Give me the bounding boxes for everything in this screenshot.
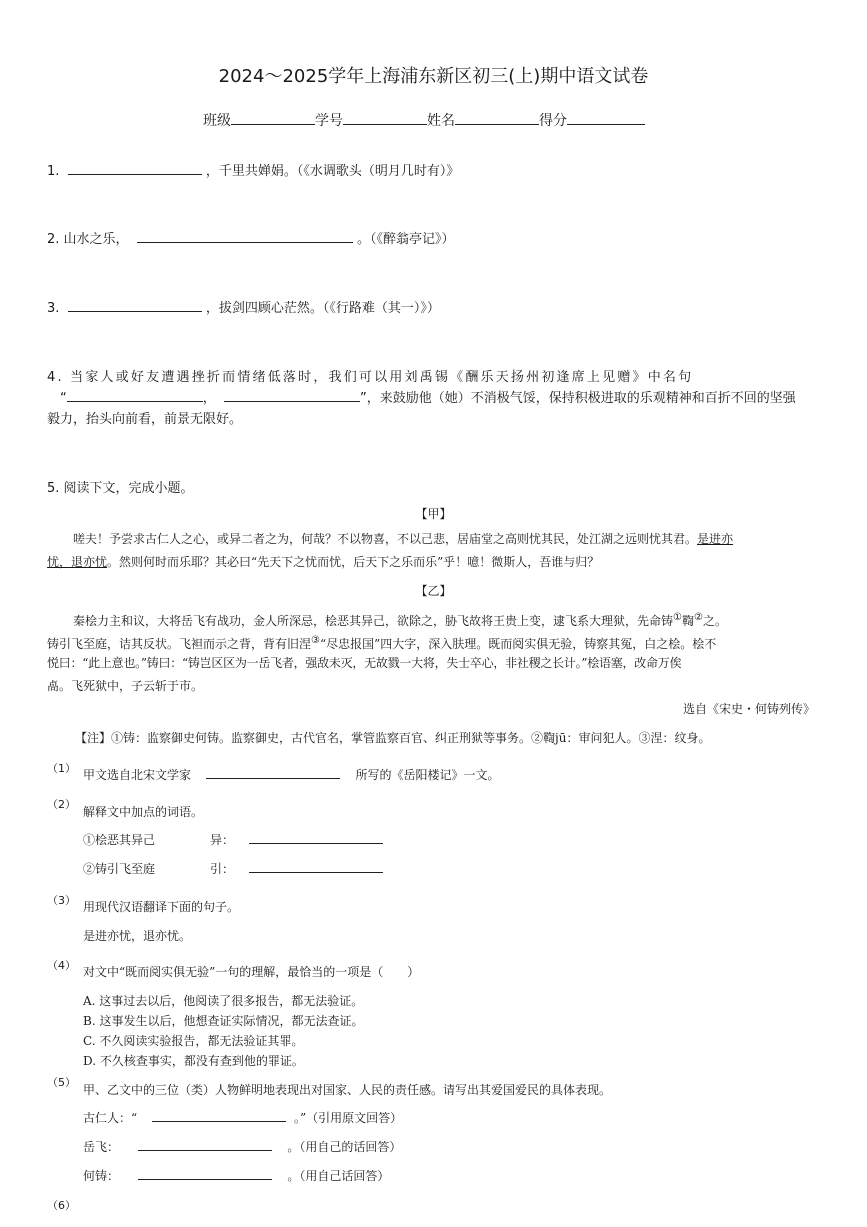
passage-notes: 【注】①铸：监察御史何铸。监察御史，古代官名，掌管监察百官、纠正刑狱等事务。②鞫jū：审问犯人。③涅：纹身。 [75, 731, 711, 745]
answer-hint: 。（用自己的话回答） [287, 1140, 402, 1154]
question-2 [47, 228, 454, 247]
passage-text: 鞫 [681, 614, 694, 628]
passage-yi-line3: 悦曰：“此上意也。”铸曰：“铸岂区区为一岳飞者，强敌未灭，无故戮一大将，失士卒心，非社稷之长计。”桧语塞，改命万俟 [47, 656, 682, 670]
answer-label: 引： [210, 862, 235, 876]
question-text: ，拔剑四顾心茫然。（《行路难（其一）》） [205, 301, 440, 316]
subquestion-5-row-3 [83, 1167, 389, 1184]
question-text: 山水之乐， [63, 232, 129, 247]
answer-label: 岳飞： [83, 1140, 120, 1154]
answer-blank[interactable] [138, 1178, 272, 1180]
question-4-line2 [60, 387, 796, 406]
answer-label: 古仁人：“ [83, 1111, 138, 1125]
footnote-marker: ③ [311, 635, 320, 646]
answer-blank[interactable] [138, 1149, 272, 1151]
answer-blank[interactable] [67, 400, 203, 402]
passage-text: 铸引飞至庭，诘其反状。飞袒而示之背，背有旧涅 [47, 637, 312, 651]
question-3 [47, 297, 440, 316]
class-label: 班级 [203, 113, 231, 129]
option-d[interactable]: D. 不久核查事实，都没有查到他的罪证。 [83, 1054, 304, 1068]
answer-blank[interactable] [137, 241, 353, 243]
question-number: 2. [47, 232, 60, 247]
name-label: 姓名 [427, 113, 455, 129]
passage-jia-heading: 【甲】 [415, 507, 452, 521]
passage-text: 之。 [702, 614, 727, 628]
subquestion-4-number: （4） [47, 959, 76, 972]
answer-blank[interactable] [249, 871, 383, 873]
passage-jia-line2 [47, 551, 599, 574]
student-id-label: 学号 [315, 113, 343, 129]
passage-text: 秦桧力主和议，大将岳飞有战功，金人所深忌，桧恶其异己，欲除之，胁飞故将王贵上变，逮飞系大理狱，先命铸 [73, 614, 674, 628]
subquestion-2-item-2-answer [210, 860, 383, 877]
quote-mark: “ [60, 391, 67, 406]
subquestion-5: 甲、乙文中的三位（类）人物鲜明地表现出对国家、人民的责任感。请写出其爱国爱民的具体表现。 [83, 1083, 612, 1097]
underlined-sentence: 是进亦 [697, 532, 734, 546]
question-text: 所写的《岳阳楼记》一文。 [355, 768, 500, 782]
answer-blank[interactable] [206, 777, 340, 779]
subquestion-4: 对文中“既而阅实俱无验”一句的理解，最恰当的一项是（ ） [83, 965, 420, 979]
underlined-sentence: 忧，退亦忧 [47, 555, 108, 569]
answer-blank[interactable] [68, 173, 202, 175]
answer-label: 异： [210, 833, 235, 847]
passage-text: “尽忠报国”四大字，深入肤理。既而阅实俱无验，铸察其冤，白之桧。桧不 [319, 637, 717, 651]
subquestion-2-item-1: ①桧恶其异己 [83, 833, 156, 847]
student-id-blank[interactable] [343, 123, 427, 125]
question-number: 3. [47, 301, 60, 316]
subquestion-5-row-1 [83, 1109, 402, 1126]
footnote-marker: ② [694, 612, 703, 623]
passage-yi-heading: 【乙】 [415, 584, 452, 598]
answer-label: 何铸： [83, 1169, 120, 1183]
question-text: 甲文选自北宋文学家 [83, 768, 192, 782]
question-number: 1. [47, 164, 60, 179]
subquestion-2-item-2: ②铸引飞至庭 [83, 862, 156, 876]
subquestion-2: 解释文中加点的词语。 [83, 805, 204, 819]
question-text: ”，来鼓励他（她）不消极气馁，保持积极进取的乐观精神和百折不回的坚强 [360, 391, 796, 406]
answer-hint: 。”（引用原文回答） [294, 1111, 403, 1125]
footnote-marker: ① [673, 612, 682, 623]
score-label: 得分 [539, 113, 567, 129]
comma: ， [202, 391, 216, 406]
question-text: 。（《醉翁亭记》） [356, 232, 455, 247]
subquestion-3: 用现代汉语翻译下面的句子。 [83, 900, 240, 914]
question-5-intro: 5. 阅读下文，完成小题。 [47, 481, 194, 496]
score-blank[interactable] [567, 123, 645, 125]
subquestion-2-number: （2） [47, 798, 76, 811]
passage-text: 嗟夫！予尝求古仁人之心，或异二者之为，何哉？不以物喜，不以己悲，居庙堂之高则忧其民，处江湖之远则忧其君。 [73, 532, 698, 546]
passage-text: 。然则何时而乐耶？其必曰“先天下之忧而忧，后天下之乐而乐”乎！噫！微斯人，吾谁与归？ [107, 555, 600, 569]
option-b[interactable]: B. 这事发生以后，他想查证实际情况，都无法查证。 [83, 1014, 364, 1028]
subquestion-5-number: （5） [47, 1076, 76, 1089]
passage-source: 选自《宋史・何铸列传》 [682, 702, 815, 716]
subquestion-1 [83, 766, 500, 783]
answer-blank[interactable] [224, 400, 360, 402]
answer-blank[interactable] [249, 842, 383, 844]
question-4-line3: 毅力，抬头向前看，前景无限好。 [47, 412, 243, 427]
question-text: ，千里共婵娟。（《水调歌头（明月几时有）》 [205, 164, 460, 179]
subquestion-2-item-1-answer [210, 831, 383, 848]
subquestion-3-sentence: 是进亦忧，退亦忧。 [83, 929, 192, 943]
page-title: 2024～2025学年上海浦东新区初三(上)期中语文试卷 [218, 66, 649, 87]
option-c[interactable]: C. 不久阅读实验报告，都无法验证其罪。 [83, 1034, 304, 1048]
name-blank[interactable] [455, 123, 539, 125]
answer-blank[interactable] [68, 310, 202, 312]
class-blank[interactable] [231, 123, 315, 125]
answer-hint: 。（用自己话回答） [287, 1169, 390, 1183]
answer-blank[interactable] [152, 1120, 286, 1122]
subquestion-1-number: （1） [47, 762, 76, 775]
question-4-line1: 4. 当家人或好友遭遇挫折而情绪低落时，我们可以用刘禹锡《酬乐天扬州初逢席上见赠》中名句 [47, 370, 694, 385]
subquestion-5-row-2 [83, 1138, 401, 1155]
student-info-line [203, 110, 645, 130]
passage-jia-line1 [73, 528, 733, 551]
question-1 [47, 160, 459, 179]
subquestion-3-number: （3） [47, 894, 76, 907]
passage-yi-line4: 卨。飞死狱中，子云斩于市。 [47, 679, 204, 693]
option-a[interactable]: A. 这事过去以后，他阅读了很多报告，都无法验证。 [83, 994, 364, 1008]
subquestion-6-number: （6） [47, 1199, 76, 1212]
